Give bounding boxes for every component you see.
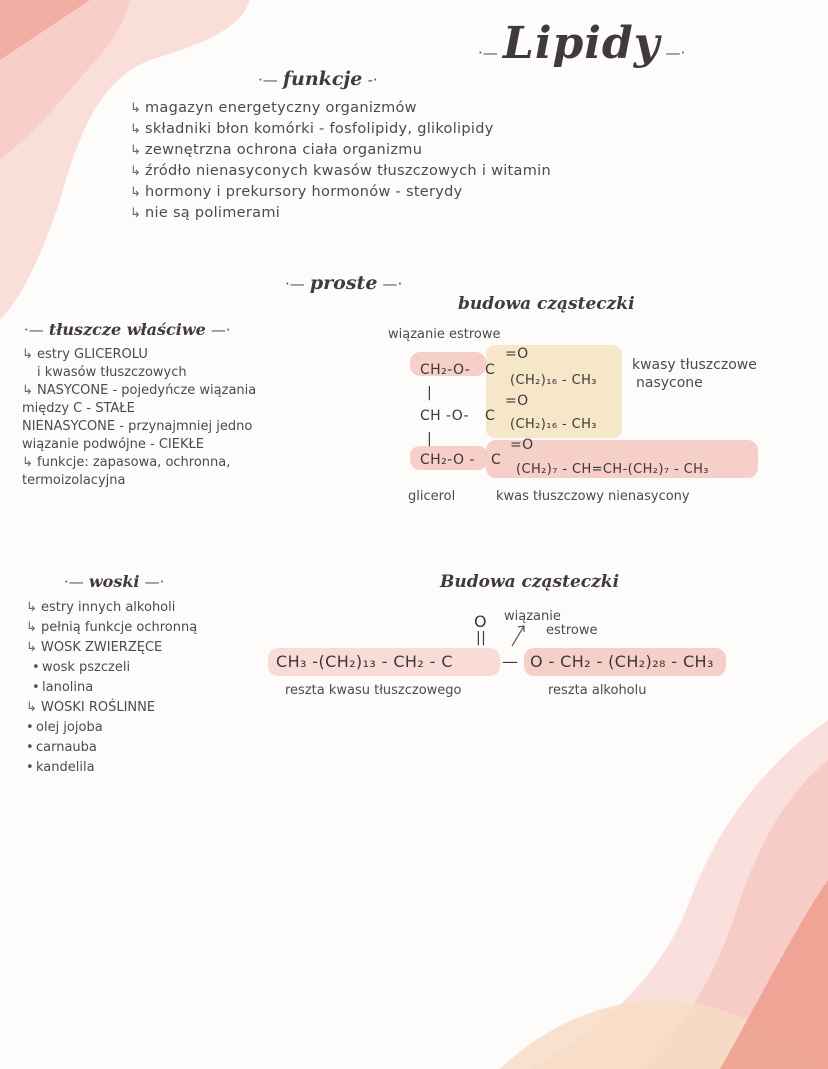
wax-double-bond: || [476,630,487,646]
bullet-icon: • [32,680,40,695]
proste-header: proste [309,272,378,294]
arrow-icon: ↳ [26,700,37,715]
bullet-icon: • [26,720,34,735]
list-item: ↳ WOSK ZWIERZĘCE [26,638,197,658]
wax-acid-formula: CH₃ -(CH₂)₁₃ - CH₂ - C [276,652,453,671]
arrow-icon: ↳ [22,383,33,398]
list-item: ↳ źródło nienasyconych kwasów tłuszczowych i witamin [130,161,551,182]
title-dash-right: —· [665,44,686,62]
arrow-icon: ↳ [130,122,142,137]
budowa2-header: Budowa cząsteczki [440,572,620,592]
woski-header: woski [88,572,140,591]
woski-header-block: ·— woski —· [64,572,165,591]
list-item: ↳ WOSKI ROŚLINNE [26,698,197,718]
bond-pointer-arrow-icon [508,622,528,648]
arrow-icon: ↳ [130,206,142,221]
carbonyl-c-3: C [491,452,502,468]
arrow-icon: ↳ [130,143,142,158]
wiazanie-label: wiązanie estrowe [388,327,501,342]
unsaturated-chain: (CH₂)₇ - CH=CH-(CH₂)₇ - CH₃ [516,462,709,477]
bond-bar-2: | [427,431,433,447]
saturated-label: kwasy tłuszczowe nasycone [632,357,757,391]
list-item: ↳ hormony i prekursory hormonów - sterydy [130,182,551,203]
tluszcze-header-block: ·— tłuszcze właściwe —· [24,320,231,339]
glycerol-ch-o: CH -O- [420,408,470,424]
page-title: Lipidy [502,18,661,69]
bullet-icon: • [32,660,40,675]
title-dash-left: ·— [478,44,498,62]
acid-residue-label: reszta kwasu tłuszczowego [285,683,462,698]
list-item: • carnauba [26,738,197,758]
saturated-chain-1: (CH₂)₁₆ - CH₃ [510,373,597,388]
list-item: ↳ zewnętrzna ochrona ciała organizmu [130,140,551,161]
arrow-icon: ↳ [22,455,33,470]
wax-ester-bond: — [502,652,519,671]
arrow-icon: ↳ [26,640,37,655]
arrow-icon: ↳ [130,101,142,116]
list-item: • olej jojoba [26,718,197,738]
tluszcze-text: ↳ estry GLICEROLU i kwasów tłuszczowych ↳ NASYCONE - pojedyńcze wiązania między C - STAŁE NIENASYCONE - przynajmniej jedno wiązanie podwójne - CIEKŁE ↳ funkcje: zapasowa, ochronna, termoizolacyjna [22,347,257,488]
bullet-icon: • [26,740,34,755]
title-block [478,18,685,69]
carbonyl-o-3: =O [510,437,534,453]
saturated-chain-2: (CH₂)₁₆ - CH₃ [510,417,597,432]
list-item: ↳ estry innych alkoholi [26,598,197,618]
carbonyl-o-1: =O [505,346,529,362]
list-item: • lanolina [26,678,197,698]
arrow-icon: ↳ [26,600,37,615]
arrow-icon: ↳ [22,347,33,362]
list-item: • kandelila [26,758,197,778]
tluszcze-header: tłuszcze właściwe [48,320,206,339]
list-item: ↳ składniki błon komórki - fosfolipidy, glikolipidy [130,119,551,140]
bullet-icon: • [26,760,34,775]
arrow-icon: ↳ [26,620,37,635]
glycerol-ch2o-1: CH₂-O- [420,362,471,378]
carbonyl-c-1: C [485,362,496,378]
woski-list [26,598,197,778]
carbonyl-o-2: =O [505,393,529,409]
bond-bar-1: | [427,385,433,401]
wax-alcohol-formula: O - CH₂ - (CH₂)₂₈ - CH₃ [530,652,714,671]
alcohol-residue-label: reszta alkoholu [548,683,647,698]
glycerol-label: glicerol [408,489,456,504]
carbonyl-c-2: C [485,408,496,424]
list-item: • wosk pszczeli [26,658,197,678]
wax-bond-label: wiązanie estrowe [504,609,598,638]
list-item: ↳ nie są polimerami [130,203,551,224]
proste-header-block: ·— proste —· [285,272,403,294]
list-item: ↳ pełnią funkcje ochronną [26,618,197,638]
funkcje-list [130,98,551,224]
funkcje-header-block: ·— funkcje -· [258,68,378,90]
arrow-icon: ↳ [130,164,142,179]
glycerol-ch2o-2: CH₂-O - [420,452,475,468]
wax-carbonyl-o: O [474,612,487,631]
unsaturated-label: kwas tłuszczowy nienasycony [496,489,690,504]
arrow-icon: ↳ [130,185,142,200]
list-item: ↳ magazyn energetyczny organizmów [130,98,551,119]
funkcje-header: funkcje [282,68,363,90]
budowa1-header: budowa cząsteczki [458,294,635,314]
